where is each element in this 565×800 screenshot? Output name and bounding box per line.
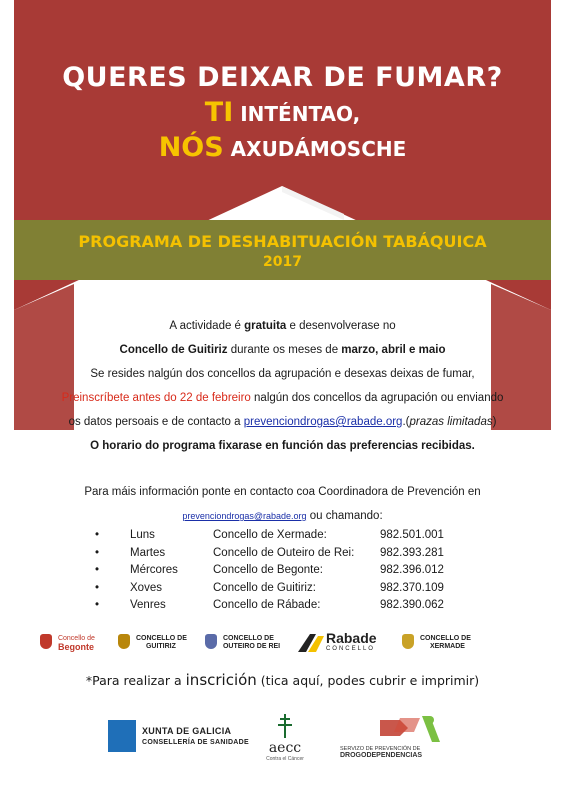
bullet: •	[95, 546, 100, 559]
contact-info	[30, 480, 535, 528]
logo-label: Concello de	[57, 635, 95, 642]
logo-label: Begonte	[57, 642, 94, 652]
logo-label: Rabade	[325, 630, 377, 646]
desc-text: .(	[402, 416, 410, 428]
email-link[interactable]: prevenciondrogas@rabade.org	[243, 416, 403, 428]
logo-label: OUTEIRO DE REI	[222, 643, 281, 650]
weekday: Martes	[130, 546, 166, 559]
phone-number: 982.390.062	[380, 599, 444, 611]
limited-places: prazas limitadas	[409, 416, 493, 428]
logo-guitiriz	[118, 630, 187, 664]
logo-rabade	[298, 630, 377, 664]
headline-intentao: INTÉNTAO,	[240, 102, 361, 126]
list-item	[95, 527, 515, 545]
logo-label: CONCELLO	[325, 646, 375, 652]
xunta-emblem-icon	[108, 720, 136, 752]
desc-months: marzo, abril e maio	[341, 344, 446, 356]
program-description	[30, 314, 535, 458]
list-item	[95, 597, 515, 615]
list-item	[95, 580, 515, 598]
phone-number: 982.370.109	[380, 581, 444, 594]
council-logos	[40, 630, 530, 664]
desc-line-1	[30, 314, 535, 338]
aecc-logo	[260, 714, 310, 762]
schedule-list	[95, 527, 515, 615]
preinscription-deadline: Preinscríbete antes do 22 de febreiro	[61, 392, 251, 404]
desc-gratuita: gratuita	[244, 320, 287, 332]
council-name: Concello de Xermade:	[213, 529, 327, 541]
desc-text: e desenvolverase no	[286, 320, 396, 332]
program-title: PROGRAMA DE DESHABITUACIÓN TABÁQUICA	[78, 232, 487, 251]
council-name: Concello de Rábade:	[213, 599, 321, 611]
contact-email-link[interactable]: prevenciondrogas@rabade.org	[182, 511, 307, 521]
bullet: •	[95, 529, 100, 541]
desc-line-4	[30, 386, 535, 410]
list-item	[95, 562, 515, 580]
footer-logos	[100, 712, 500, 762]
bullet: •	[95, 599, 100, 611]
inscription-link[interactable]: inscrición	[185, 671, 257, 689]
bullet: •	[95, 581, 100, 594]
phone-number: 982.501.001	[380, 529, 444, 541]
hero-heading	[0, 60, 565, 166]
inscription-text: (tica aquí, podes cubrir e imprimir)	[256, 673, 480, 688]
drogodependencias-logo	[340, 714, 500, 760]
lorraine-cross-icon	[278, 714, 292, 738]
council-name: Concello de Outeiro de Rei:	[213, 546, 355, 559]
rabade-mark-icon	[298, 632, 324, 654]
inscription-text: *Para realizar a	[85, 673, 186, 688]
program-year: 2017	[263, 254, 302, 270]
logo-label: CONCELLO DE	[419, 635, 471, 642]
weekday: Venres	[130, 599, 166, 611]
desc-line-2	[30, 338, 535, 362]
logo-begonte	[40, 630, 95, 664]
contact-intro: Para máis información ponte en contacto coa Coordinadora de Prevención en	[84, 486, 481, 498]
inscription-line[interactable]	[0, 671, 565, 689]
schedule-note: O horario do programa fixarase en función das preferencias recibidas.	[90, 440, 475, 452]
desc-line-5	[30, 410, 535, 434]
logo-label: XERMADE	[429, 643, 465, 650]
desc-text: durante os meses de	[227, 344, 342, 356]
xunta-department: CONSELLERÍA DE SANIDADE	[142, 739, 249, 746]
logo-label: CONCELLO DE	[135, 635, 187, 642]
drogo-subtitle: SERVIZO DE PREVENCIÓN DE	[340, 746, 421, 752]
weekday: Mércores	[130, 564, 178, 576]
contact-text: ou chamando:	[306, 510, 383, 522]
desc-text: nalgún dos concellos da agrupación ou enviando	[250, 392, 504, 404]
phone-number: 982.396.012	[380, 564, 444, 576]
logo-label: GUITIRIZ	[145, 643, 176, 650]
drogodependencias-mark-icon	[370, 714, 450, 746]
desc-guitiriz: Concello de Guitiriz	[119, 344, 228, 356]
weekday: Xoves	[130, 581, 162, 594]
headline-line-2	[0, 96, 565, 131]
logo-outeiro	[205, 630, 280, 664]
weekday: Luns	[130, 529, 155, 541]
headline: QUERES DEIXAR DE FUMAR?	[62, 62, 503, 93]
headline-nos: NÓS	[158, 132, 224, 163]
program-band	[14, 220, 551, 280]
begonte-crest-icon	[40, 634, 52, 649]
contact-email-line	[30, 504, 535, 528]
xunta-name: XUNTA DE GALICIA	[142, 726, 232, 736]
council-name: Concello de Begonte:	[213, 564, 323, 576]
logo-xermade	[402, 630, 471, 664]
desc-text: A actividade é	[169, 320, 245, 332]
desc-line-3: Se resides nalgún dos concellos da agrupación e desexas deixas de fumar,	[90, 368, 475, 380]
outeiro-crest-icon	[205, 634, 217, 649]
logo-label: CONCELLO DE	[222, 635, 274, 642]
aecc-name: aecc	[268, 740, 302, 756]
bullet: •	[95, 564, 100, 576]
council-name: Concello de Guitiriz:	[213, 581, 316, 594]
headline-axudamosche: AXUDÁMOSCHE	[230, 137, 407, 161]
drogo-title: DROGODEPENDENCIAS	[340, 752, 423, 759]
guitiriz-crest-icon	[118, 634, 130, 649]
desc-text: os datos persoais e de contacto a	[68, 416, 244, 428]
headline-ti: TI	[204, 97, 234, 128]
xermade-crest-icon	[402, 634, 414, 649]
desc-text: )	[492, 416, 497, 428]
phone-number: 982.393.281	[380, 546, 444, 559]
list-item	[95, 545, 515, 563]
headline-line-3	[0, 131, 565, 166]
desc-line-6	[30, 434, 535, 458]
aecc-tagline: Contra el Cáncer	[266, 756, 304, 762]
